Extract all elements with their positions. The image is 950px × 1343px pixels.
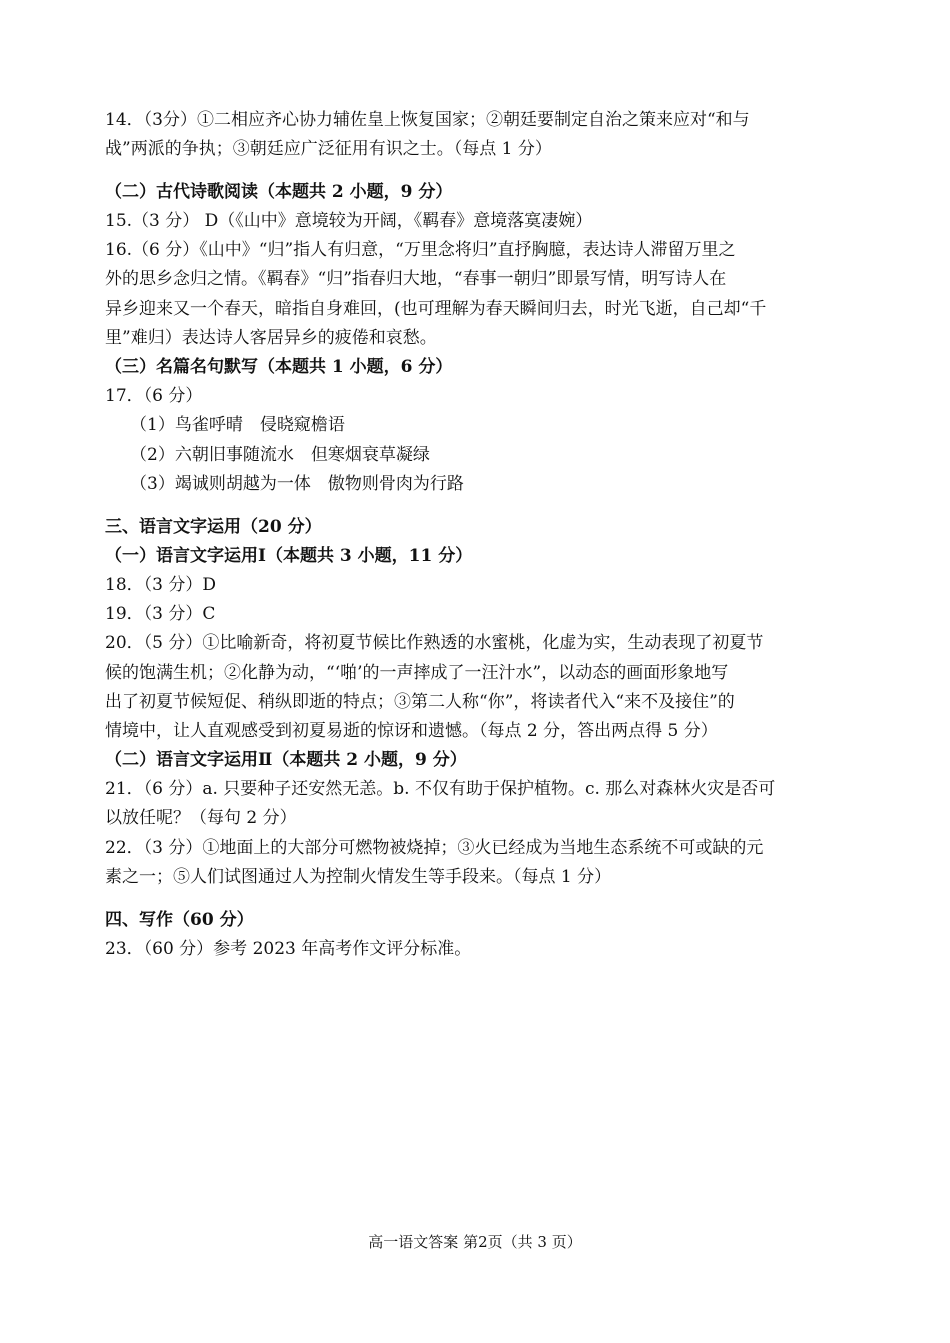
q20-line-1: 20．（5 分）①比喻新奇，将初夏节候比作熟透的水蜜桃，化虚为实，生动表现了初夏节 [105,633,764,653]
q16-line-2: 外的思乡念归之情。《羁春》“归”指春归大地，“春事一朝归”即景写情，明写诗人在 [105,269,727,289]
q22-line-2: 素之一；⑤人们试图通过人为控制火情发生等手段来。（每点 1 分） [105,867,612,887]
q20-line-2: 候的饱满生机；②化静为动，“‘啪’的一声摔成了一汪汁水”，以动态的画面形象地写 [105,663,729,683]
q18-line: 18．（3 分）D [105,575,216,595]
q21-line-2: 以放任呢？（每句 2 分） [105,808,297,828]
q19-line: 19．（3 分）C [105,604,216,624]
page-footer: 高一语文答案 第2页（共 3 页） [368,1233,582,1251]
q20-line-4: 情境中，让人直观感受到初夏易逝的惊讶和遗憾。（每点 2 分，答出两点得 5 分） [105,721,718,741]
section-heading-language-2: （二）语言文字运用Ⅱ（本题共 2 小题，9 分） [105,750,467,770]
q16-line-4: 里”难归）表达诗人客居异乡的疲倦和哀愁。 [105,328,437,348]
q17-answer-2: （2）六朝旧事随流水 但寒烟衰草凝绿 [130,445,430,465]
part-four-heading: 四、写作（60 分） [105,910,254,930]
q16-line-3: 异乡迎来又一个春天，暗指自身难回，(也可理解为春天瞬间归去，时光飞逝，自己却“千 [105,299,767,319]
q21-line-1: 21．（6 分）a. 只要种子还安然无恙。b. 不仅有助于保护植物。c. 那么对森林火灾是否可 [105,779,776,799]
section-heading-poetry: （二）古代诗歌阅读（本题共 2 小题，9 分） [105,182,453,202]
q22-line-1: 22．（3 分）①地面上的大部分可燃物被烧掉；③火已经成为当地生态系统不可或缺的元 [105,838,764,858]
q20-line-3: 出了初夏节候短促、稍纵即逝的特点；③第二人称“你”，将读者代入“来不及接住”的 [105,692,735,712]
q23-line: 23．（60 分）参考 2023 年高考作文评分标准。 [105,939,472,959]
q16-line-1: 16.（6 分）《山中》“归”指人有归意，“万里念将归”直抒胸臆，表达诗人滞留万里之 [105,240,736,260]
q14-line-1: 14．（3分）①二相应齐心协力辅佐皇上恢复国家；②朝廷要制定自治之策来应对“和与 [105,110,750,130]
q17-line: 17．（6 分） [105,386,203,406]
section-heading-language-1: （一）语言文字运用Ⅰ（本题共 3 小题，11 分） [105,546,473,566]
q17-answer-3: （3）竭诚则胡越为一体 傲物则骨肉为行路 [130,474,464,494]
q14-line-2: 战”两派的争执；③朝廷应广泛征用有识之士。（每点 1 分） [105,139,552,159]
q15-line: 15.（3 分） D（《山中》意境较为开阔，《羁春》意境落寞凄婉） [105,211,593,231]
section-heading-recitation: （三）名篇名句默写（本题共 1 小题，6 分） [105,357,453,377]
q17-answer-1: （1）鸟雀呼晴 侵晓窥檐语 [130,415,345,435]
part-three-heading: 三、语言文字运用（20 分） [105,517,322,537]
